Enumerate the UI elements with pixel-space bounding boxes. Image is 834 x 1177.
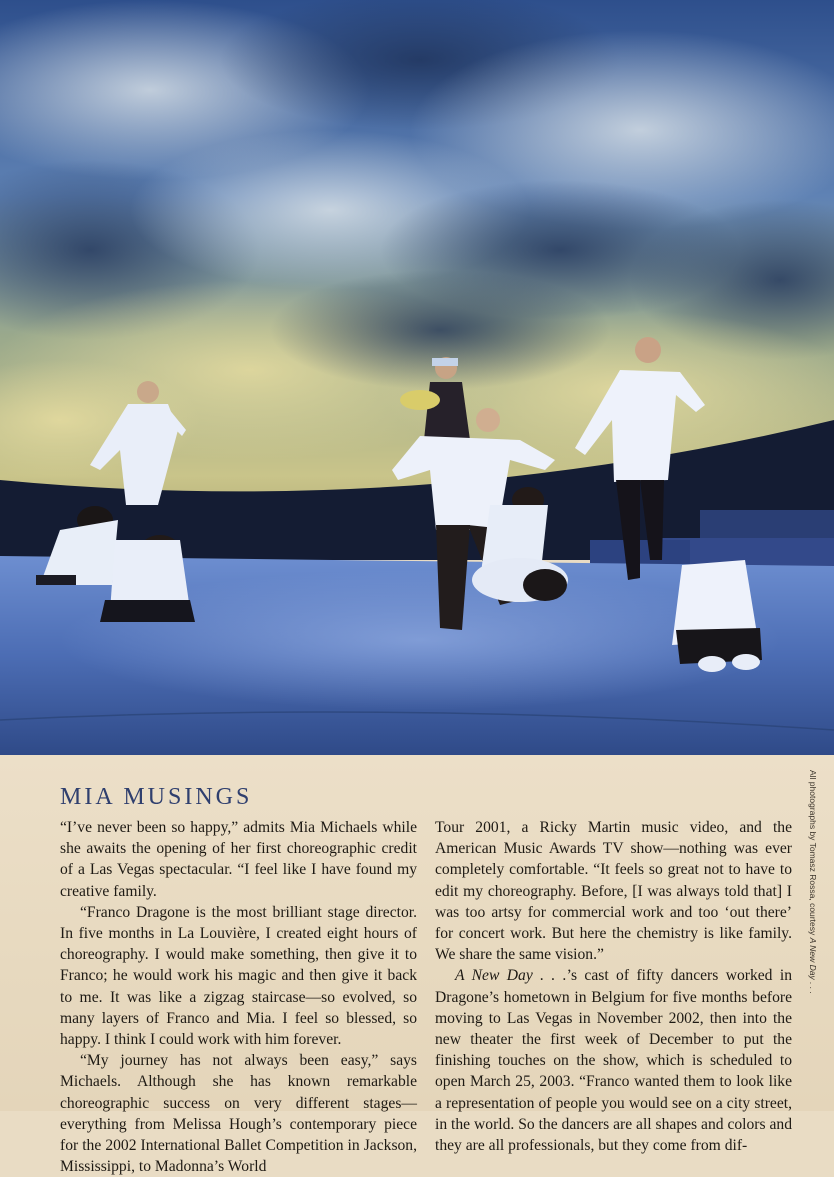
right-column [435,817,792,1156]
paragraph: Tour 2001, a Ricky Martin music video, and the American Music Awards TV show—nothing was ever completely comfortable. “It feels so great not to have to edit my choreography. Before, [I was always told that] I was too artsy for commercial work and too ‘out there’ for concert work. But here the chemistry is like family. We share the same vision.” [435,819,792,964]
credit-text: All photographs by Tomasz Rossa, courtesy [808,770,818,938]
show-title: A New Day . . . [455,967,567,985]
article-heading: MIA MUSINGS [60,784,253,810]
left-column [60,817,417,1177]
photo-credit [808,770,818,994]
article-body [0,755,834,1176]
paragraph: “Franco Dragone is the most brilliant stage director. In five months in La Louvière, I created eight hours of choreography. I would make something, then give it to Franco; he would work his magic and then give it back to me. It was like a zigzag staircase—so evolved, so many layers of Franco and Mia. I feel so blessed, so happy. I think I could work with him forever. [60,903,417,1049]
paragraph: “My journey has not always been easy,” says Michaels. Although she has known remarkable choreographic success on very different stages—everything from Melissa Hough’s contemporary piece for the 2002 International Ballet Competition in Jackson, Mississippi, to Madonna’s World [60,1052,417,1176]
paragraph: “I’ve never been so happy,” admits Mia Michaels while she awaits the opening of her first choreographic credit of a Las Vegas spectacular. “I feel like I have found my creative family. [60,819,417,900]
credit-title: A New Day . . . [808,937,818,994]
paragraph [435,965,792,1156]
paragraph-text: ’s cast of fifty dancers worked in Dragone’s hometown in Belgium for five months before moving to Las Vegas in November 2002, then into the new theater the first week of December to put the finishing touches on the show, which is scheduled to open March 25, 2003. “Franco wanted them to look like a representation of people you would see on a city street, in the world. So the dancers are all shapes and colors and they are all professionals, but they come from dif- [435,967,792,1155]
